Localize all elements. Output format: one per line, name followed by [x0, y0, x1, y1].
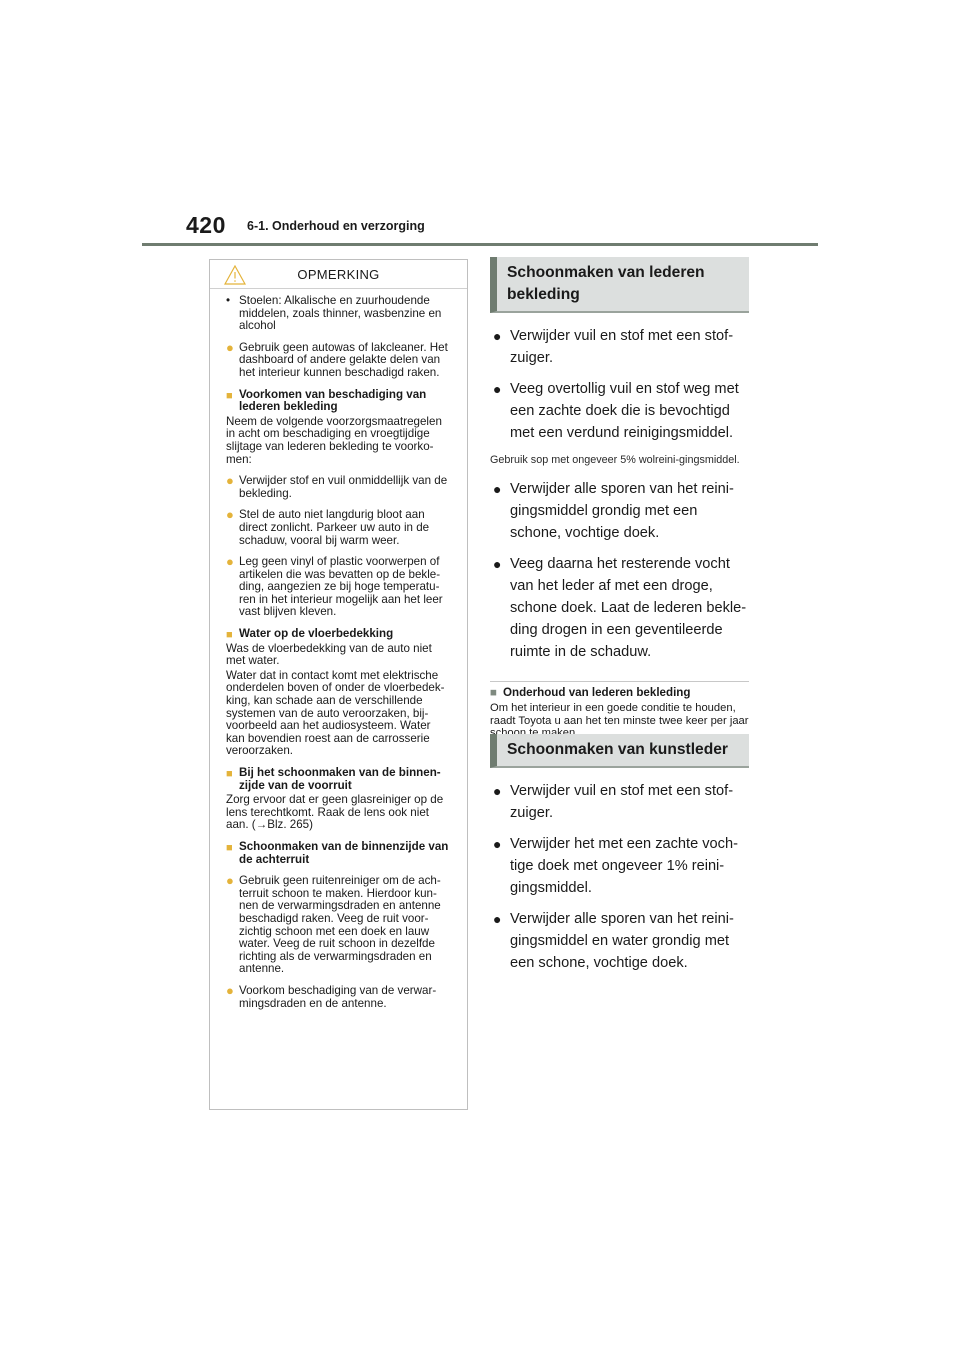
- bullet-mark: •: [226, 294, 231, 307]
- caution-subheading: [226, 841, 451, 866]
- caution-item-text: Stel de auto niet langdurig bloot aan direct zonlicht. Parkeer uw auto in de schaduw, vooral bij warm weer.: [239, 508, 430, 547]
- leather-heading: Schoonmaken van lederen bekleding: [490, 257, 749, 313]
- bullet-icon: ●: [493, 481, 502, 497]
- bullet-icon: ●: [493, 328, 502, 344]
- square-bullet-icon: ■: [490, 686, 498, 699]
- caution-subheading: [226, 389, 451, 414]
- caution-header: [210, 260, 467, 289]
- section-title: 6-1. Onderhoud en verzorging: [247, 219, 425, 233]
- list-item-text: Verwijder vuil en stof met een stof-zuiger.: [510, 783, 734, 821]
- caution-body: [226, 295, 451, 1010]
- synthetic-section: [490, 734, 749, 974]
- synthetic-heading: Schoonmaken van kunstleder: [490, 734, 749, 768]
- caution-paragraph: Neem de volgende voorzorgsmaatregelen in acht om beschadiging en vroegtijdige slijtage van lederen bekleding te voorko-men:: [226, 414, 442, 466]
- leather-section: [490, 257, 749, 740]
- caution-paragraph: Water dat in contact komt met elektrische onderdelen boven of onder de vloerbedek-king, kan schade aan de verschillende systemen van de auto veroorzaken, bij-voorbeeld aan het audiosysteem. Water kan bovendien roest aan de carrosserie veroorzaken.: [226, 668, 445, 758]
- caution-paragraph: Was de vloerbedekking van de auto niet met water.: [226, 641, 432, 668]
- caution-item-text: Gebruik geen autowas of lakcleaner. Het dashboard of andere gelakte delen van het interieur kunnen beschadigd raken.: [239, 340, 448, 379]
- info-heading: [490, 686, 749, 699]
- caution-subheading-text: Bij het schoonmaken van de binnen-zijde van de voorruit: [239, 766, 441, 792]
- list-item-text: Veeg overtollig vuil en stof weg met een zachte doek die is bevochtigd met een verdund reinigingsmiddel.: [510, 381, 739, 441]
- bullet-icon: ●: [493, 911, 502, 927]
- caution-item-text: Leg geen vinyl of plastic voorwerpen of artikelen die was bevatten op de bekle-ding, aangezien ze bij hoge temperatu-ren in het interieur mogelijk aan het leer vast blijven kleven.: [239, 555, 443, 619]
- caution-label: OPMERKING: [297, 266, 380, 282]
- leather-note: Gebruik sop met ongeveer 5% wolreini-gingsmiddel.: [490, 454, 740, 466]
- list-item-text: Verwijder vuil en stof met een stof-zuiger.: [510, 328, 734, 366]
- dot-bullet-icon: ●: [226, 339, 234, 355]
- caution-subheading: [226, 628, 451, 641]
- list-item: [490, 478, 749, 544]
- list-item-text: Verwijder alle sporen van het reini-gingsmiddel grondig met een schone, vochtige doek.: [510, 481, 734, 541]
- list-item: [490, 908, 749, 974]
- caution-item: [226, 982, 451, 1010]
- bullet-icon: ●: [493, 836, 502, 852]
- caution-item: [226, 339, 451, 380]
- caution-item-text: Gebruik geen ruitenreiniger om de ach-terruit schoon te maken. Hierdoor kun-nen de verwarmingsdraden en antenne beschadigd raken. Veeg de ruit voor-zichtig schoon met een doek en lauw water. Veeg de ruit schoon in dezelfde richting als de verwarmingsdraden en antenne.: [239, 874, 441, 976]
- info-text: Om het interieur in een goede conditie te houden, raadt Toyota u aan het ten minste twee keer per jaar: [490, 702, 749, 727]
- square-bullet-icon: ■: [226, 389, 233, 402]
- square-bullet-icon: ■: [226, 768, 233, 780]
- square-bullet-icon: ■: [226, 841, 233, 854]
- info-heading-text: Onderhoud van lederen bekleding: [503, 686, 691, 699]
- page-number: 420: [186, 212, 226, 238]
- list-item: [490, 553, 749, 663]
- dot-bullet-icon: ●: [226, 507, 234, 523]
- caution-intro: [226, 295, 451, 333]
- leather-bullets: [490, 325, 749, 663]
- dot-bullet-icon: ●: [226, 873, 234, 889]
- caution-subheading-text: Schoonmaken van de binnenzijde van de achterruit: [239, 839, 449, 866]
- caution-intro-text: Stoelen: Alkalische en zuurhoudende middelen, zoals thinner, wasbenzine en alcohol: [239, 294, 442, 333]
- list-item-text: Verwijder het met een zachte voch-tige doek met ongeveer 1% reini-gingsmiddel.: [510, 836, 738, 896]
- list-item-text: Veeg daarna het resterende vocht van het leder af met een droge, schone doek. Laat de lederen bekle-ding drogen in een geventileerde ruimte in de schaduw.: [510, 556, 747, 660]
- dot-bullet-icon: ●: [226, 982, 234, 998]
- bullet-icon: ●: [493, 381, 502, 397]
- caution-subheading-text: Water op de vloerbedekking: [239, 627, 394, 641]
- warning-triangle-icon: [224, 265, 246, 285]
- caution-subheading-text: Voorkomen van beschadiging van lederen bekleding: [239, 387, 427, 414]
- header-rule: [142, 243, 818, 246]
- caution-paragraph: Zorg ervoor dat er geen glasreiniger op de lens terechtkomt. Raak de lens ook niet aan. (→Blz. 265): [226, 793, 444, 832]
- bullet-icon: ●: [493, 556, 502, 572]
- list-item: [490, 325, 749, 369]
- caution-item: [226, 475, 451, 500]
- list-item: [490, 833, 749, 899]
- section-divider: [490, 681, 749, 682]
- bullet-icon: ●: [493, 783, 502, 799]
- caution-subheading: [226, 767, 451, 792]
- caution-item-text: Voorkom beschadiging van de verwar-mingsdraden en de antenne.: [239, 983, 437, 1010]
- caution-box: [209, 259, 468, 1110]
- list-item: [490, 378, 749, 444]
- dot-bullet-icon: ●: [226, 473, 234, 489]
- synthetic-bullets: [490, 780, 749, 974]
- dot-bullet-icon: ●: [226, 554, 234, 570]
- caution-item-text: Verwijder stof en vuil onmiddellijk van de bekleding.: [239, 474, 448, 500]
- list-item-text: Verwijder alle sporen van het reini-gingsmiddel en water grondig met een schone, vochtige doek.: [510, 911, 734, 971]
- caution-item: [226, 509, 451, 547]
- caution-item: [226, 556, 451, 619]
- list-item: [490, 780, 749, 824]
- caution-item: [226, 875, 451, 976]
- square-bullet-icon: ■: [226, 629, 233, 642]
